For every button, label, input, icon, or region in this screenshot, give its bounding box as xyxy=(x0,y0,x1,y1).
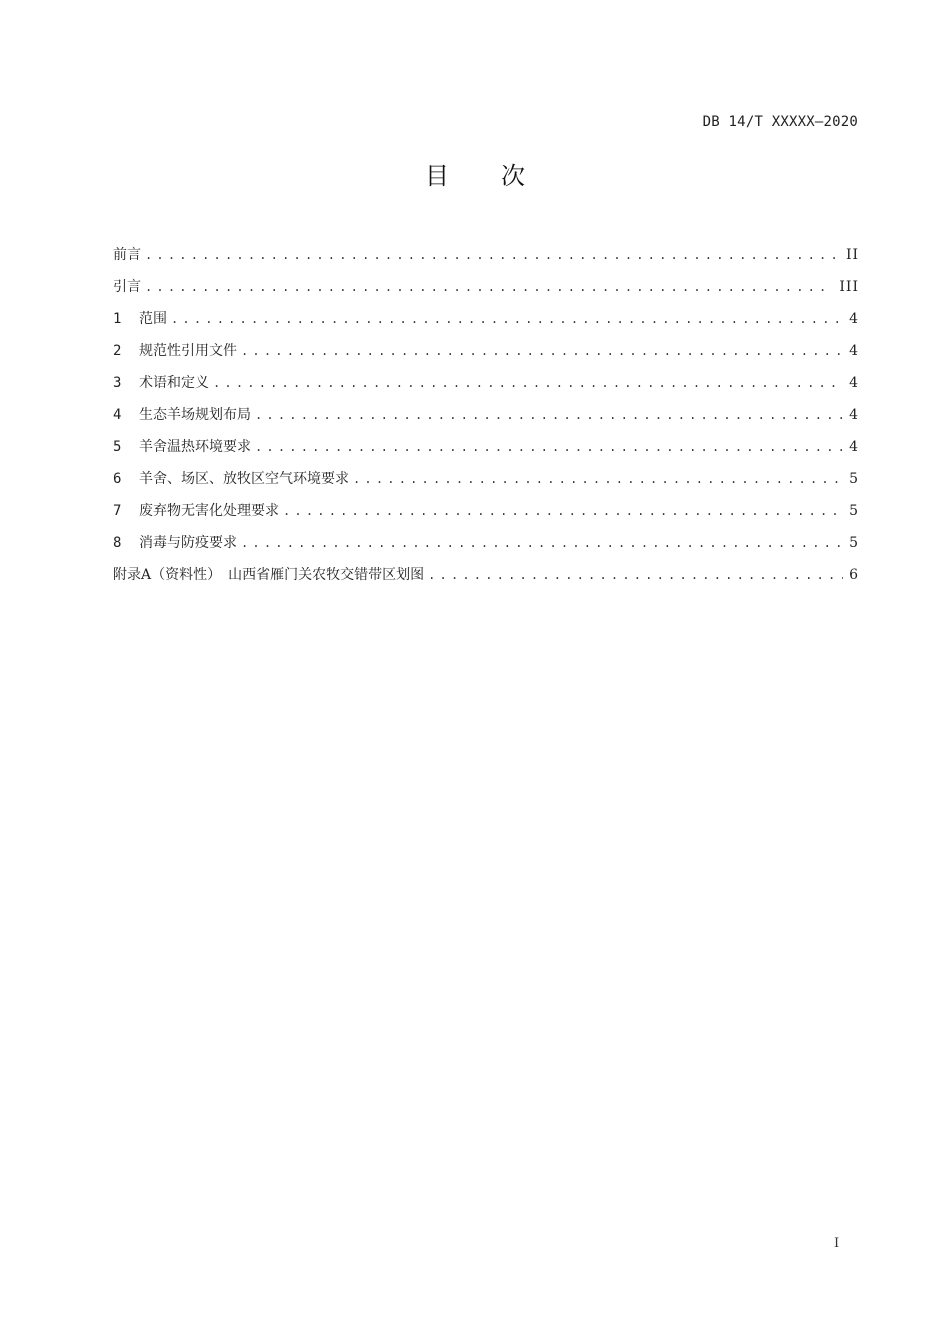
toc-entry-label: 附录A（资料性） 山西省雁门关农牧交错带区划图 xyxy=(113,567,425,583)
toc-section-number: 5 xyxy=(113,439,122,455)
toc-entry-foreword[interactable] xyxy=(113,244,859,276)
toc-entry-label: 规范性引用文件 xyxy=(139,343,237,359)
title-char-2: 次 xyxy=(501,162,525,190)
toc-page-number: 4 xyxy=(849,311,859,327)
toc-dot-leader xyxy=(241,532,843,554)
footer-page-number: I xyxy=(834,1236,840,1251)
toc-entry-section-3[interactable] xyxy=(113,372,859,404)
toc-dot-leader xyxy=(213,372,843,394)
toc-entry-label: 术语和定义 xyxy=(139,375,209,391)
title-char-1: 目 xyxy=(425,162,449,190)
toc-dot-leader xyxy=(428,564,843,586)
toc-page-number: 4 xyxy=(849,407,859,423)
toc-entry-appendix-a[interactable] xyxy=(113,564,859,596)
toc-section-number: 3 xyxy=(113,375,122,391)
toc-page-number: 4 xyxy=(849,343,859,359)
toc-page-number: II xyxy=(845,247,859,263)
toc-entry-introduction[interactable] xyxy=(113,276,859,308)
toc-page-number: 4 xyxy=(849,375,859,391)
table-of-contents xyxy=(113,244,859,596)
page-title xyxy=(0,156,950,191)
toc-dot-leader xyxy=(283,500,843,522)
toc-entry-label: 废弃物无害化处理要求 xyxy=(139,503,279,519)
toc-entry-section-4[interactable] xyxy=(113,404,859,436)
toc-entry-section-7[interactable] xyxy=(113,500,859,532)
toc-page-number: 4 xyxy=(849,439,859,455)
toc-entry-label: 引言 xyxy=(113,279,141,295)
toc-entry-section-2[interactable] xyxy=(113,340,859,372)
toc-entry-section-5[interactable] xyxy=(113,436,859,468)
toc-page-number: 6 xyxy=(849,567,859,583)
document-code: DB 14/T XXXXX—2020 xyxy=(702,114,858,130)
toc-section-number: 7 xyxy=(113,503,122,519)
toc-entry-label: 消毒与防疫要求 xyxy=(139,535,237,551)
toc-page-number: III xyxy=(839,279,859,295)
toc-entry-label: 生态羊场规划布局 xyxy=(139,407,251,423)
toc-page-number: 5 xyxy=(849,471,859,487)
toc-dot-leader xyxy=(241,340,843,362)
toc-dot-leader xyxy=(171,308,843,330)
toc-section-number: 6 xyxy=(113,471,122,487)
toc-section-number: 2 xyxy=(113,343,122,359)
toc-entry-label: 羊舍温热环境要求 xyxy=(139,439,251,455)
toc-section-number: 1 xyxy=(113,311,122,327)
toc-page-number: 5 xyxy=(849,503,859,519)
toc-entry-label: 羊舍、场区、放牧区空气环境要求 xyxy=(139,471,349,487)
toc-section-number: 8 xyxy=(113,535,122,551)
toc-dot-leader xyxy=(145,276,833,298)
toc-entry-section-6[interactable] xyxy=(113,468,859,500)
toc-dot-leader xyxy=(353,468,843,490)
toc-page-number: 5 xyxy=(849,535,859,551)
toc-section-number: 4 xyxy=(113,407,122,423)
toc-entry-label: 范围 xyxy=(139,311,167,327)
toc-dot-leader xyxy=(255,436,843,458)
toc-dot-leader xyxy=(145,244,840,266)
toc-entry-section-8[interactable] xyxy=(113,532,859,564)
toc-dot-leader xyxy=(255,404,843,426)
toc-entry-section-1[interactable] xyxy=(113,308,859,340)
toc-entry-label: 前言 xyxy=(113,247,141,263)
